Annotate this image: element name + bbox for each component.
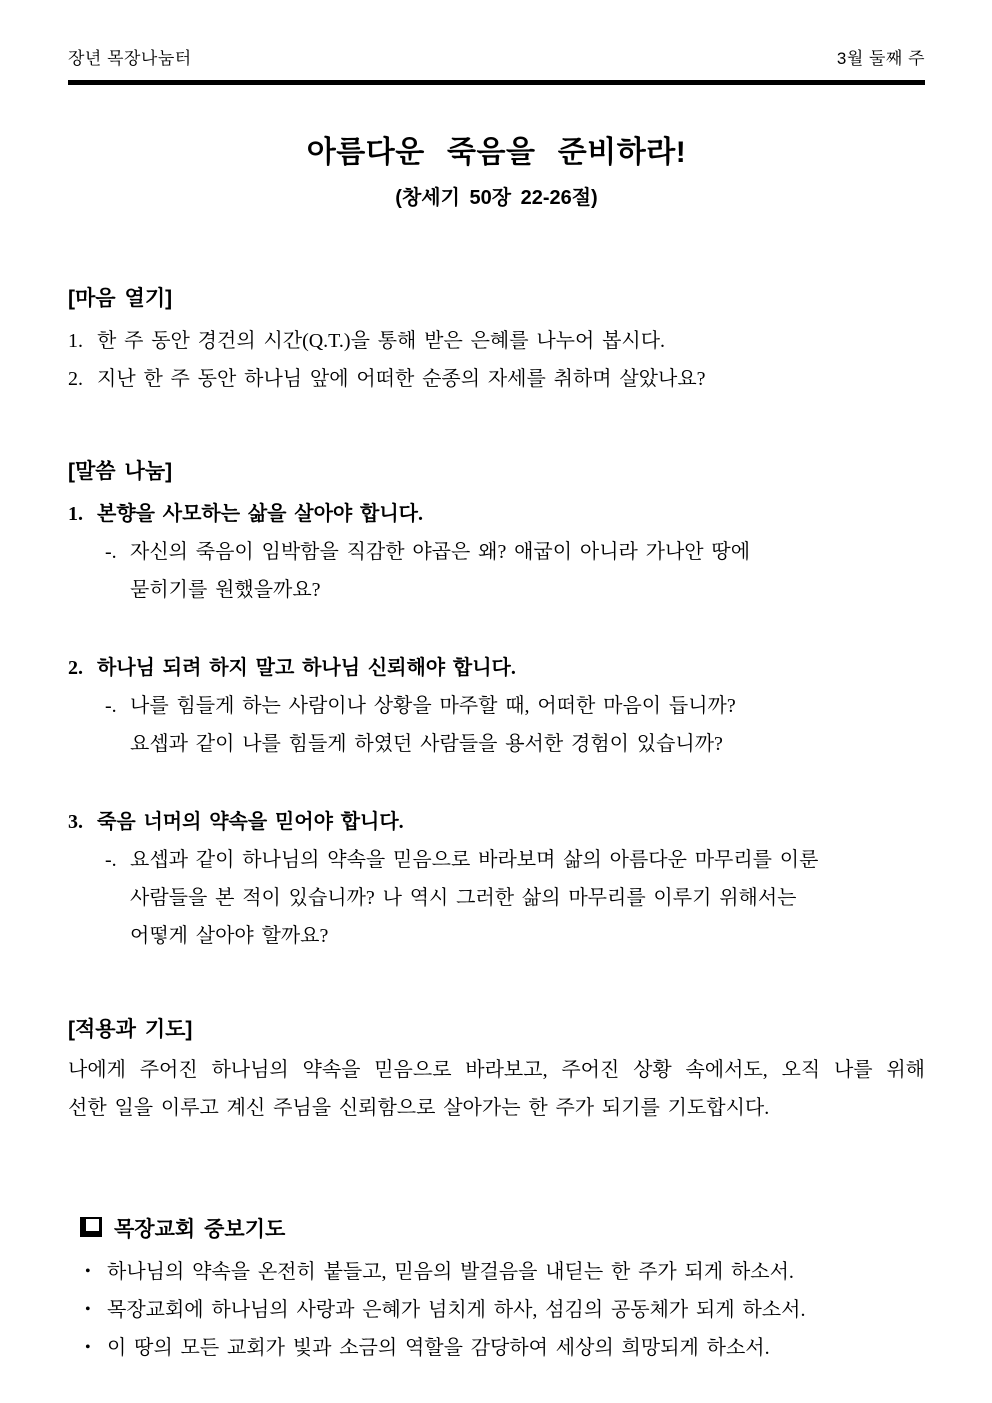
subquestion-line: 요셉과 같이 나를 힘들게 하였던 사람들을 용서한 경험이 있습니까? [130,733,723,755]
item-number: 2. [68,368,83,390]
point-number: 1. [68,503,83,525]
application-line: 나에게 주어진 하나님의 약속을 믿음으로 바라보고, 주어진 상황 속에서도, 오직 나를 위해 [68,1059,925,1081]
intercession-item [80,1291,925,1329]
sharing-point-3 [68,803,925,955]
subquestion-line: 요셉과 같이 하나님의 약속을 믿음으로 바라보며 삶의 아름다운 마무리를 이룬 [130,849,819,871]
subquestion-marker: -. [105,849,117,871]
page-title: 아름다운 죽음을 준비하라! [306,136,687,169]
bullet-icon: • [85,1301,91,1318]
checkbox-icon [80,1217,102,1237]
point-subquestion [68,841,925,879]
doc-header [68,44,925,69]
subquestion-line: 사람들을 본 적이 있습니까? 나 역시 그러한 삶의 마무리를 이루기 위해서는 [130,887,797,909]
word-sharing-heading: [말씀 나눔] [68,460,173,483]
application-line: 선한 일을 이루고 계신 주님을 신뢰함으로 살아가는 한 주가 되기를 기도합시다. [68,1097,770,1119]
section-application-prayer [68,1013,925,1127]
point-statement-text: 본향을 사모하는 삶을 살아야 합니다. [97,503,423,525]
bullet-icon: • [85,1339,91,1356]
bullet-icon: • [85,1263,91,1280]
point-statement-text: 하나님 되려 하지 말고 하나님 신뢰해야 합니다. [97,657,516,679]
intercession-item [80,1329,925,1367]
point-subquestion [68,533,925,571]
subquestion-marker: -. [105,695,117,717]
point-subquestion [68,687,925,725]
section-word-sharing [68,455,925,955]
subquestion-marker: -. [105,541,117,563]
intercession-heading: 목장교회 중보기도 [114,1218,286,1241]
point-statement [68,495,925,533]
application-heading: [적용과 기도] [68,1018,193,1041]
item-number: 1. [68,330,83,352]
mind-opening-heading: [마음 열기] [68,287,173,310]
intercession-item [80,1253,925,1291]
intercession-text: 하나님의 약속을 온전히 붙들고, 믿음의 발걸음을 내딛는 한 주가 되게 하소서. [107,1261,794,1283]
intercession-text: 목장교회에 하나님의 사랑과 은혜가 넘치게 하사, 섬김의 공동체가 되게 하소서. [107,1299,806,1321]
header-rule [68,80,925,85]
point-statement [68,649,925,687]
sharing-point-2 [68,649,925,763]
scripture-reference: (창세기 50장 22-26절) [395,187,598,209]
subquestion-line: 어떻게 살아야 할까요? [130,925,329,947]
item-text: 지난 한 주 동안 하나님 앞에 어떠한 순종의 자세를 취하며 살았나요? [97,368,706,390]
point-statement-text: 죽음 너머의 약속을 믿어야 합니다. [97,811,404,833]
intercession-text: 이 땅의 모든 교회가 빛과 소금의 역할을 감당하여 세상의 희망되게 하소서. [107,1337,770,1359]
doc-type-label: 장년 목장나눔터 [68,49,192,68]
item-text: 한 주 동안 경건의 시간(Q.T.)을 통해 받은 은혜를 나누어 봅시다. [97,330,666,352]
intercession-heading-row [80,1213,925,1243]
sharing-point-1 [68,495,925,609]
section-intercession [68,1213,925,1367]
point-number: 3. [68,811,83,833]
subquestion-line: 나를 힘들게 하는 사람이나 상황을 마주할 때, 어떠한 마음이 듭니까? [130,695,736,717]
subquestion-line: 자신의 죽음이 임박함을 직감한 야곱은 왜? 애굽이 아니라 가나안 땅에 [130,541,751,563]
point-number: 2. [68,657,83,679]
mind-opening-item [68,360,925,398]
mind-opening-item [68,322,925,360]
subquestion-line: 묻히기를 원했을까요? [130,579,321,601]
point-statement [68,803,925,841]
section-mind-opening [68,282,925,398]
doc-week-label: 3월 둘째 주 [836,49,925,68]
